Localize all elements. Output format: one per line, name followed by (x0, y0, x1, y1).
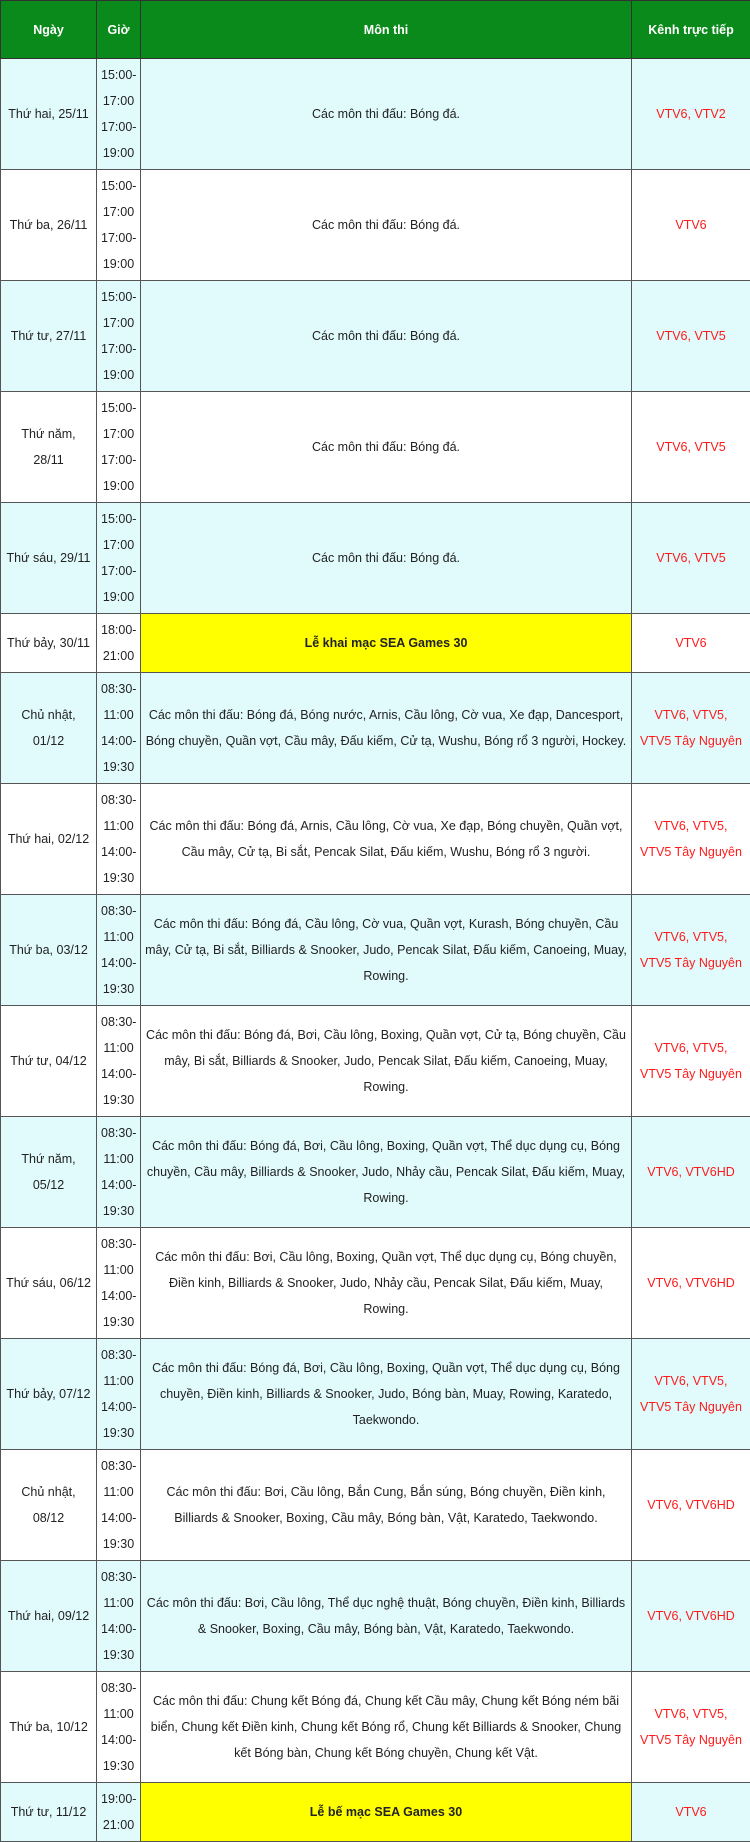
table-row (1, 1339, 750, 1450)
time-line: 14:00- (101, 1733, 137, 1747)
time-line: 11:00 (103, 1152, 134, 1166)
channel-line: VTV6, VTV6HD (647, 1498, 735, 1512)
channel-line: VTV5 Tây Nguyên (640, 1400, 742, 1414)
time-line: 14:00- (101, 956, 137, 970)
channel-line: VTV6, VTV5, (654, 819, 728, 833)
header-event: Môn thi (141, 1, 632, 59)
table-row (1, 1228, 750, 1339)
channel-line: VTV6, VTV6HD (647, 1609, 735, 1623)
time-line: 19:00- (101, 1792, 137, 1806)
time-line: 14:00- (101, 1178, 137, 1192)
channel-cell (632, 59, 750, 170)
day-cell: Thứ tư, 04/12 (1, 1006, 97, 1117)
time-line: 19:00 (102, 368, 135, 382)
time-line: 19:30 (102, 1537, 135, 1551)
channel-line: VTV5 Tây Nguyên (640, 845, 742, 859)
time-line: 17:00- (101, 120, 137, 134)
channel-line: VTV6, VTV5, (654, 708, 728, 722)
time-line: 19:00 (102, 257, 135, 271)
channel-cell (632, 1672, 750, 1783)
time-line: 08:30- (101, 1126, 137, 1140)
channel-line: VTV6, VTV6HD (647, 1276, 735, 1290)
table-row (1, 1006, 750, 1117)
day-cell: Thứ năm, 05/12 (1, 1117, 97, 1228)
time-line: 15:00- (101, 512, 137, 526)
day-cell: Thứ tư, 27/11 (1, 281, 97, 392)
channel-cell (632, 281, 750, 392)
event-cell: Các môn thi đấu: Bơi, Cầu lông, Bắn Cung, Bắn súng, Bóng chuyền, Điền kinh, Billiards & Snooker, Boxing, Cầu mây, Bóng bàn, Vật, Karatedo, Taekwondo. (141, 1450, 632, 1561)
time-line: 08:30- (101, 682, 137, 696)
header-channel: Kênh trực tiếp (632, 1, 750, 59)
time-cell (97, 1006, 141, 1117)
time-line: 15:00- (101, 401, 137, 415)
time-cell (97, 281, 141, 392)
channel-line: VTV6 (675, 636, 707, 650)
day-cell: Thứ ba, 03/12 (1, 895, 97, 1006)
time-line: 08:30- (101, 904, 137, 918)
table-row (1, 614, 750, 673)
time-line: 14:00- (101, 734, 137, 748)
event-cell: Các môn thi đấu: Bóng đá. (141, 59, 632, 170)
channel-cell (632, 1561, 750, 1672)
time-line: 11:00 (103, 1263, 134, 1277)
time-line: 11:00 (103, 930, 134, 944)
time-line: 19:30 (102, 760, 135, 774)
event-cell: Các môn thi đấu: Bóng đá, Cầu lông, Cờ vua, Quần vợt, Kurash, Bóng chuyền, Cầu mây, Cử tạ, Bi sắt, Billiards & Snooker, Judo, Pencak Silat, Đấu kiếm, Canoeing, Muay, Rowing. (141, 895, 632, 1006)
event-cell: Các môn thi đấu: Bóng đá. (141, 503, 632, 614)
event-cell: Các môn thi đấu: Chung kết Bóng đá, Chung kết Cầu mây, Chung kết Bóng ném bãi biển, Chung kết Điền kinh, Chung kết Bóng rổ, Chung kết Billiards & Snooker, Chung kết Bóng bàn, Chung kết Bóng chuyền, Chung kết Vật. (141, 1672, 632, 1783)
time-line: 11:00 (103, 1485, 134, 1499)
channel-cell (632, 1783, 750, 1842)
time-line: 17:00 (102, 427, 135, 441)
header-row (1, 1, 750, 59)
channel-line: VTV5 Tây Nguyên (640, 734, 742, 748)
time-cell (97, 673, 141, 784)
time-line: 08:30- (101, 1348, 137, 1362)
channel-cell (632, 1450, 750, 1561)
table-row (1, 503, 750, 614)
day-cell: Thứ ba, 26/11 (1, 170, 97, 281)
time-line: 15:00- (101, 68, 137, 82)
day-cell: Thứ hai, 09/12 (1, 1561, 97, 1672)
channel-line: VTV6, VTV5, (654, 1707, 728, 1721)
time-line: 11:00 (103, 1707, 134, 1721)
time-line: 14:00- (101, 1289, 137, 1303)
event-cell: Các môn thi đấu: Bơi, Cầu lông, Boxing, Quần vợt, Thể dục dụng cụ, Bóng chuyền, Điền kinh, Billiards & Snooker, Judo, Nhảy cầu, Pencak Silat, Đấu kiếm, Muay, Rowing. (141, 1228, 632, 1339)
table-row (1, 1117, 750, 1228)
time-cell (97, 1561, 141, 1672)
channel-line: VTV5 Tây Nguyên (640, 1733, 742, 1747)
header-time: Giờ (97, 1, 141, 59)
channel-line: VTV6, VTV5 (656, 440, 726, 454)
day-cell: Thứ tư, 11/12 (1, 1783, 97, 1842)
table-row (1, 59, 750, 170)
time-line: 14:00- (101, 1400, 137, 1414)
time-line: 14:00- (101, 1622, 137, 1636)
channel-cell (632, 392, 750, 503)
channel-cell (632, 1339, 750, 1450)
time-line: 19:30 (102, 1093, 135, 1107)
time-line: 11:00 (103, 708, 134, 722)
channel-line: VTV6, VTV5 (656, 551, 726, 565)
channel-cell (632, 503, 750, 614)
time-line: 14:00- (101, 1511, 137, 1525)
event-cell: Các môn thi đấu: Bóng đá. (141, 392, 632, 503)
table-row (1, 392, 750, 503)
time-line: 19:00 (102, 146, 135, 160)
time-cell (97, 614, 141, 673)
time-cell (97, 895, 141, 1006)
channel-cell (632, 170, 750, 281)
time-line: 17:00- (101, 231, 137, 245)
time-cell (97, 503, 141, 614)
channel-line: VTV5 Tây Nguyên (640, 1067, 742, 1081)
channel-line: VTV6, VTV5, (654, 1041, 728, 1055)
time-line: 11:00 (103, 1374, 134, 1388)
channel-line: VTV6 (675, 218, 707, 232)
time-cell (97, 784, 141, 895)
time-line: 08:30- (101, 1570, 137, 1584)
channel-cell (632, 673, 750, 784)
event-cell: Các môn thi đấu: Bóng đá, Bóng nước, Arnis, Cầu lông, Cờ vua, Xe đạp, Dancesport, Bóng chuyền, Quần vợt, Cầu mây, Đấu kiếm, Cử tạ, Wushu, Bóng rổ 3 người, Hockey. (141, 673, 632, 784)
time-line: 21:00 (102, 1818, 135, 1832)
event-cell: Các môn thi đấu: Bơi, Cầu lông, Thể dục nghệ thuật, Bóng chuyền, Điền kinh, Billiards & Snooker, Boxing, Cầu mây, Bóng bàn, Vật, Karatedo, Taekwondo. (141, 1561, 632, 1672)
table-row (1, 281, 750, 392)
time-line: 19:30 (102, 1315, 135, 1329)
time-line: 08:30- (101, 1237, 137, 1251)
channel-line: VTV6 (675, 1805, 707, 1819)
table-row (1, 895, 750, 1006)
time-cell (97, 1228, 141, 1339)
time-line: 17:00- (101, 564, 137, 578)
event-cell: Các môn thi đấu: Bóng đá, Bơi, Cầu lông, Boxing, Quần vợt, Thể dục dụng cụ, Bóng chuyền, Cầu mây, Billiards & Snooker, Judo, Nhảy cầu, Pencak Silat, Đấu kiếm, Muay, Rowing. (141, 1117, 632, 1228)
time-line: 17:00- (101, 342, 137, 356)
day-cell: Chủ nhật, 08/12 (1, 1450, 97, 1561)
time-line: 18:00- (101, 623, 137, 637)
time-line: 19:00 (102, 590, 135, 604)
time-cell (97, 1672, 141, 1783)
header-day: Ngày (1, 1, 97, 59)
channel-cell (632, 1228, 750, 1339)
event-cell: Các môn thi đấu: Bóng đá. (141, 281, 632, 392)
ceremony-cell: Lễ khai mạc SEA Games 30 (141, 614, 632, 673)
table-row (1, 1783, 750, 1842)
time-line: 08:30- (101, 793, 137, 807)
event-cell: Các môn thi đấu: Bóng đá, Arnis, Cầu lông, Cờ vua, Xe đạp, Bóng chuyền, Quần vợt, Cầu mây, Cử tạ, Bi sắt, Pencak Silat, Đấu kiếm, Wushu, Bóng rổ 3 người. (141, 784, 632, 895)
channel-cell (632, 1006, 750, 1117)
time-line: 11:00 (103, 1596, 134, 1610)
time-cell (97, 1450, 141, 1561)
channel-line: VTV6, VTV2 (656, 107, 726, 121)
time-line: 08:30- (101, 1015, 137, 1029)
time-line: 19:30 (102, 982, 135, 996)
channel-cell (632, 895, 750, 1006)
event-cell: Các môn thi đấu: Bóng đá, Bơi, Cầu lông, Boxing, Quần vợt, Thể dục dụng cụ, Bóng chuyền, Điền kinh, Billiards & Snooker, Judo, Bóng bàn, Muay, Rowing, Karatedo, Taekwondo. (141, 1339, 632, 1450)
day-cell: Thứ năm, 28/11 (1, 392, 97, 503)
time-line: 19:30 (102, 1759, 135, 1773)
time-line: 17:00 (102, 94, 135, 108)
time-line: 15:00- (101, 290, 137, 304)
time-cell (97, 1117, 141, 1228)
time-line: 19:30 (102, 1204, 135, 1218)
time-cell (97, 170, 141, 281)
time-line: 14:00- (101, 845, 137, 859)
table-row (1, 1672, 750, 1783)
time-line: 19:30 (102, 1426, 135, 1440)
channel-cell (632, 614, 750, 673)
channel-cell (632, 784, 750, 895)
channel-line: VTV6, VTV5, (654, 930, 728, 944)
channel-line: VTV5 Tây Nguyên (640, 956, 742, 970)
channel-cell (632, 1117, 750, 1228)
time-line: 11:00 (103, 819, 134, 833)
time-cell (97, 392, 141, 503)
table-row (1, 784, 750, 895)
time-line: 19:30 (102, 1648, 135, 1662)
time-line: 17:00 (102, 316, 135, 330)
day-cell: Thứ sáu, 06/12 (1, 1228, 97, 1339)
event-cell: Các môn thi đấu: Bóng đá. (141, 170, 632, 281)
day-cell: Chủ nhật, 01/12 (1, 673, 97, 784)
day-cell: Thứ hai, 25/11 (1, 59, 97, 170)
time-line: 08:30- (101, 1459, 137, 1473)
channel-line: VTV6, VTV6HD (647, 1165, 735, 1179)
ceremony-cell: Lễ bế mạc SEA Games 30 (141, 1783, 632, 1842)
day-cell: Thứ hai, 02/12 (1, 784, 97, 895)
table-row (1, 1561, 750, 1672)
time-line: 19:00 (102, 479, 135, 493)
day-cell: Thứ ba, 10/12 (1, 1672, 97, 1783)
time-line: 11:00 (103, 1041, 134, 1055)
time-line: 19:30 (102, 871, 135, 885)
time-line: 14:00- (101, 1067, 137, 1081)
day-cell: Thứ bảy, 30/11 (1, 614, 97, 673)
table-row (1, 170, 750, 281)
time-cell (97, 1783, 141, 1842)
day-cell: Thứ sáu, 29/11 (1, 503, 97, 614)
channel-line: VTV6, VTV5 (656, 329, 726, 343)
table-row (1, 1450, 750, 1561)
time-cell (97, 59, 141, 170)
day-cell: Thứ bảy, 07/12 (1, 1339, 97, 1450)
time-line: 15:00- (101, 179, 137, 193)
time-line: 08:30- (101, 1681, 137, 1695)
table-row (1, 673, 750, 784)
time-line: 21:00 (102, 649, 135, 663)
time-line: 17:00 (102, 538, 135, 552)
time-cell (97, 1339, 141, 1450)
time-line: 17:00- (101, 453, 137, 467)
event-cell: Các môn thi đấu: Bóng đá, Bơi, Cầu lông, Boxing, Quần vợt, Cử tạ, Bóng chuyền, Cầu mây, Bi sắt, Billiards & Snooker, Judo, Pencak Silat, Đấu kiếm, Canoeing, Muay, Rowing. (141, 1006, 632, 1117)
channel-line: VTV6, VTV5, (654, 1374, 728, 1388)
time-line: 17:00 (102, 205, 135, 219)
